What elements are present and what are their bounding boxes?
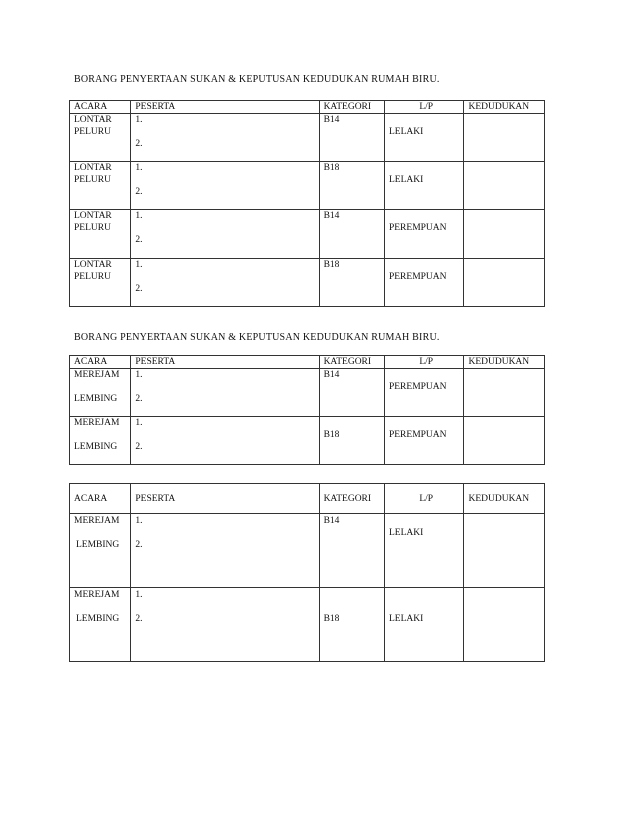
table-row <box>70 588 545 662</box>
participant-2-slot[interactable]: 2. <box>135 540 143 550</box>
table-row <box>70 417 545 465</box>
table-row <box>70 114 545 162</box>
category-cell: B18 <box>319 162 384 210</box>
participant-1-slot[interactable]: 1. <box>135 590 143 600</box>
event-name: MEREJAM <box>74 516 120 526</box>
table-header-row <box>70 484 545 514</box>
participant-1-slot[interactable]: 1. <box>135 260 143 270</box>
form-heading-1: BORANG PENYERTAAN SUKAN & KEPUTUSAN KEDUDUKAN RUMAH BIRU. <box>74 74 440 85</box>
table-row <box>70 259 545 307</box>
category-cell: B14 <box>319 114 384 162</box>
col-acara: ACARA <box>70 356 131 369</box>
participant-1-slot[interactable]: 1. <box>135 211 143 221</box>
col-lp: L/P <box>384 101 464 114</box>
col-kategori: KATEGORI <box>319 101 384 114</box>
event-name: MEREJAM <box>74 418 120 428</box>
participant-2-slot[interactable]: 2. <box>135 284 143 294</box>
form-heading-2: BORANG PENYERTAAN SUKAN & KEPUTUSAN KEDUDUKAN RUMAH BIRU. <box>74 332 440 343</box>
gender-cell: PEREMPUAN <box>388 382 447 392</box>
participant-2-slot[interactable]: 2. <box>135 187 143 197</box>
event-name: LONTAR <box>74 211 112 221</box>
participant-1-slot[interactable]: 1. <box>135 418 143 428</box>
participant-2-slot[interactable]: 2. <box>135 394 143 404</box>
event-name: PELURU <box>74 272 111 282</box>
gender-cell: LELAKI <box>388 614 424 624</box>
position-cell[interactable] <box>464 259 545 307</box>
lontar-peluru-table <box>69 100 545 307</box>
gender-cell: LELAKI <box>388 528 424 538</box>
gender-cell: PEREMPUAN <box>388 430 447 440</box>
table-header-row <box>70 101 545 114</box>
col-kategori: KATEGORI <box>319 484 384 514</box>
table-row <box>70 514 545 588</box>
event-name: LONTAR <box>74 115 112 125</box>
position-cell[interactable] <box>464 162 545 210</box>
participant-2-slot[interactable]: 2. <box>135 614 143 624</box>
gender-cell: LELAKI <box>388 127 424 137</box>
participant-1-slot[interactable]: 1. <box>135 163 143 173</box>
col-acara: ACARA <box>70 484 131 514</box>
col-kategori: KATEGORI <box>319 356 384 369</box>
gender-cell: PEREMPUAN <box>388 223 447 233</box>
event-name: PELURU <box>74 175 111 185</box>
participant-2-slot[interactable]: 2. <box>135 139 143 149</box>
participant-2-slot[interactable]: 2. <box>135 235 143 245</box>
category-cell: B18 <box>323 430 340 440</box>
event-name: PELURU <box>74 223 111 233</box>
col-kedudukan: KEDUDUKAN <box>464 101 545 114</box>
col-peserta: PESERTA <box>131 101 319 114</box>
gender-cell: PEREMPUAN <box>388 272 447 282</box>
col-kedudukan: KEDUDUKAN <box>464 356 545 369</box>
table-header-row <box>70 356 545 369</box>
event-name: PELURU <box>74 127 111 137</box>
position-cell[interactable] <box>464 369 545 417</box>
event-name: MEREJAM <box>74 590 120 600</box>
category-cell: B14 <box>319 369 384 417</box>
position-cell[interactable] <box>464 210 545 259</box>
event-name: MEREJAM <box>74 370 120 380</box>
category-cell: B14 <box>319 514 384 588</box>
col-kedudukan: KEDUDUKAN <box>464 484 545 514</box>
position-cell[interactable] <box>464 588 545 662</box>
position-cell[interactable] <box>464 417 545 465</box>
event-name: LEMBING <box>76 540 120 550</box>
participant-1-slot[interactable]: 1. <box>135 516 143 526</box>
event-name: LEMBING <box>74 442 118 452</box>
col-lp: L/P <box>384 484 464 514</box>
table-row <box>70 210 545 259</box>
merejam-lembing-table-perempuan <box>69 355 545 465</box>
category-cell: B18 <box>319 259 384 307</box>
event-name: LEMBING <box>76 614 120 624</box>
category-cell: B18 <box>323 614 340 624</box>
category-cell: B14 <box>319 210 384 259</box>
participant-2-slot[interactable]: 2. <box>135 442 143 452</box>
col-lp: L/P <box>384 356 464 369</box>
event-name: LEMBING <box>74 394 118 404</box>
col-peserta: PESERTA <box>131 484 319 514</box>
table-row <box>70 369 545 417</box>
participant-1-slot[interactable]: 1. <box>135 115 143 125</box>
col-acara: ACARA <box>70 101 131 114</box>
col-peserta: PESERTA <box>131 356 319 369</box>
event-name: LONTAR <box>74 260 112 270</box>
participant-1-slot[interactable]: 1. <box>135 370 143 380</box>
position-cell[interactable] <box>464 514 545 588</box>
gender-cell: LELAKI <box>388 175 424 185</box>
position-cell[interactable] <box>464 114 545 162</box>
table-row <box>70 162 545 210</box>
merejam-lembing-table-lelaki <box>69 483 545 662</box>
event-name: LONTAR <box>74 163 112 173</box>
